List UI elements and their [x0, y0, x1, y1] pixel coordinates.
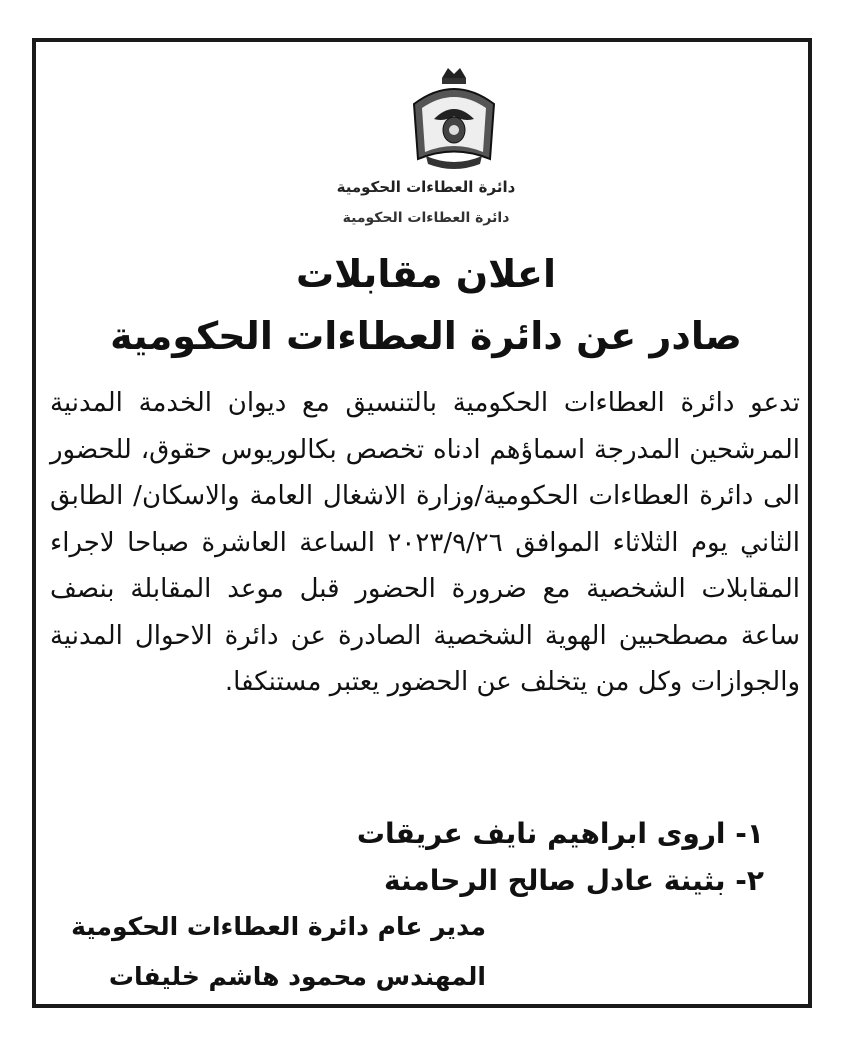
department-name: دائرة العطاءات الحكومية: [342, 210, 510, 226]
announcement-title: اعلان مقابلات: [296, 252, 556, 296]
candidate-list: [50, 810, 800, 904]
signature-title: مدير عام دائرة العطاءات الحكومية: [71, 912, 486, 941]
jordan-coat-of-arms-icon: [404, 64, 504, 174]
signature-block: [56, 902, 486, 1002]
announcement-subtitle: صادر عن دائرة العطاءات الحكومية: [110, 314, 742, 358]
announcement-body: تدعو دائرة العطاءات الحكومية بالتنسيق مع ديوان الخدمة المدنية المرشحين المدرجة اسماؤهم ادناه تخصص بكالوريوس حقوق، للحضور الى دائرة العطاءات الحكومية/وزارة الاشغال العامة والاسكان/ الطابق الثاني يوم الثلاثاء الموافق ٢٠٢٣/٩/٢٦ الساعة العاشرة صباحا لاجراء المقابلات الشخصية مع ضرورة الحضور قبل موعد المقابلة بنصف ساعة مصطحبين الهوية الشخصية الصادرة عن دائرة الاحوال المدنية والجوازات وكل من يتخلف عن الحضور يعتبر مستنكفا.: [50, 388, 800, 697]
signature-name: المهندس محمود هاشم خليفات: [108, 962, 486, 991]
department-name-calligraphic: دائرة العطاءات الحكومية: [336, 178, 516, 196]
announcement-frame: [32, 38, 812, 1008]
list-item: ١- اروى ابراهيم نايف عريقات: [356, 817, 764, 850]
list-item: ٢- بثينة عادل صالح الرحامنة: [383, 864, 764, 897]
